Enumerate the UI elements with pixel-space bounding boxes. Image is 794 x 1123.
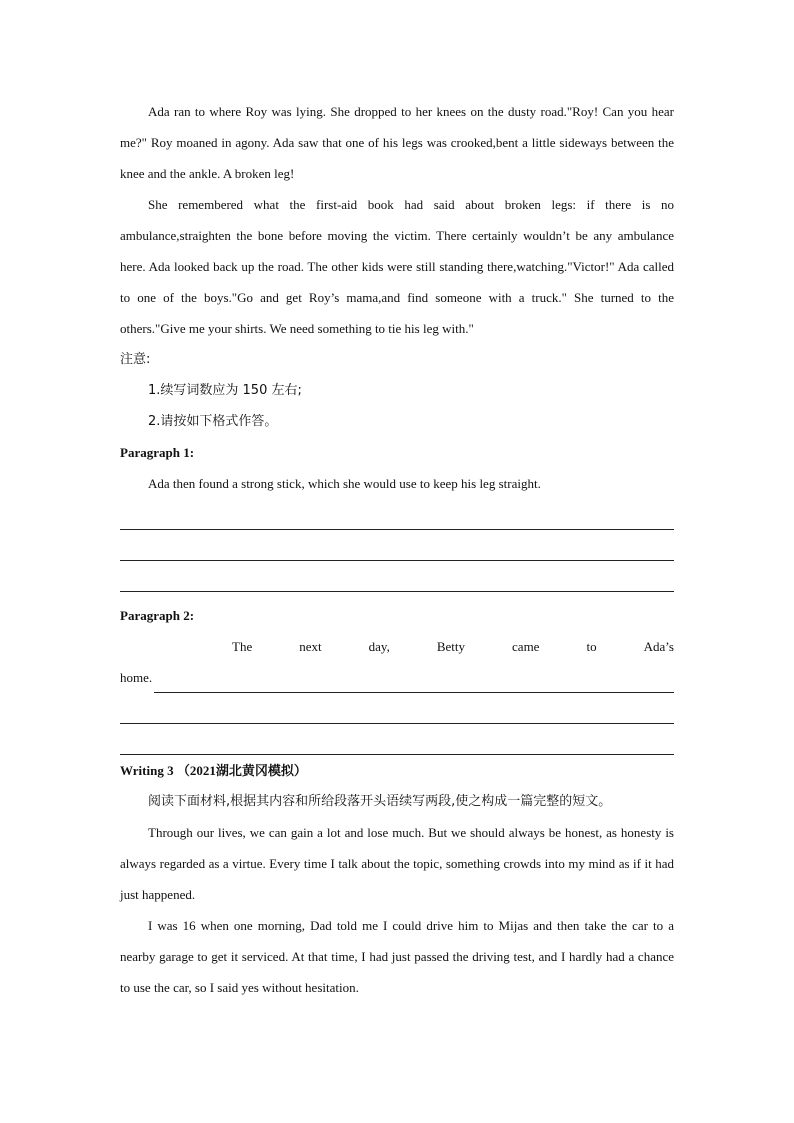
opener-word: Betty — [436, 639, 466, 654]
answer-line[interactable] — [154, 670, 674, 693]
opener-word: came — [512, 639, 540, 654]
document-page — [120, 96, 674, 1003]
opener-word: next — [299, 639, 322, 654]
story-paragraph-1: Ada ran to where Roy was lying. She dropped to her knees on the dusty road."Roy! Can you hear me?" Roy moaned in agony. Ada saw that one of his legs was crooked,bent a little sideways between the knee and the ankle. A broken leg! — [120, 104, 674, 181]
paragraph-2-first-line — [120, 662, 674, 693]
note-item-2: 2.请按如下格式作答。 — [148, 414, 278, 429]
opener-word: to — [586, 639, 597, 654]
answer-line[interactable] — [120, 499, 674, 530]
opener-word: day, — [368, 639, 390, 654]
answer-line[interactable] — [120, 693, 674, 724]
writing-3-paragraph-1: Through our lives, we can gain a lot and lose much. But we should always be honest, as honesty is always regarded as a virtue. Every time I talk about the topic, something crowds into my mind as if it had just happened. — [120, 825, 674, 902]
answer-line[interactable] — [120, 724, 674, 755]
writing-3-instruction: 阅读下面材料,根据其内容和所给段落开头语续写两段,使之构成一篇完整的短文。 — [148, 794, 612, 809]
note-item-1: 1.续写词数应为 150 左右; — [148, 383, 302, 398]
writing-3-heading: Writing 3 （2021湖北黄冈模拟） — [120, 763, 307, 778]
paragraph-2-opener — [120, 631, 674, 662]
notes-label: 注意: — [120, 352, 151, 367]
paragraph-1-heading: Paragraph 1: — [120, 445, 195, 460]
story-paragraph-2: She remembered what the first-aid book had said about broken legs: if there is no ambulance,straighten the bone before moving the victim. There certainly wouldn’t be any ambulance here. Ada looked back up the road. The other kids were still standing there,watching."Victor!" Ada called to one of the boys."Go and get Roy’s mama,and find someone with a truck." She turned to the others."Give me your shirts. We need something to tie his leg with." — [120, 197, 674, 336]
answer-line[interactable] — [120, 530, 674, 561]
answer-line[interactable] — [120, 561, 674, 592]
paragraph-2-heading: Paragraph 2: — [120, 608, 195, 623]
writing-3-paragraph-2: I was 16 when one morning, Dad told me I could drive him to Mijas and then take the car to a nearby garage to get it serviced. At that time, I had just passed the driving test, and I hardly had a chance to use the car, so I said yes without hesitation. — [120, 918, 674, 995]
opener-word: The — [232, 639, 253, 654]
opener-word: Ada’s — [643, 639, 674, 654]
paragraph-1-opener: Ada then found a strong stick, which she would use to keep his leg straight. — [148, 476, 541, 491]
opener-end-word: home. — [120, 670, 153, 685]
